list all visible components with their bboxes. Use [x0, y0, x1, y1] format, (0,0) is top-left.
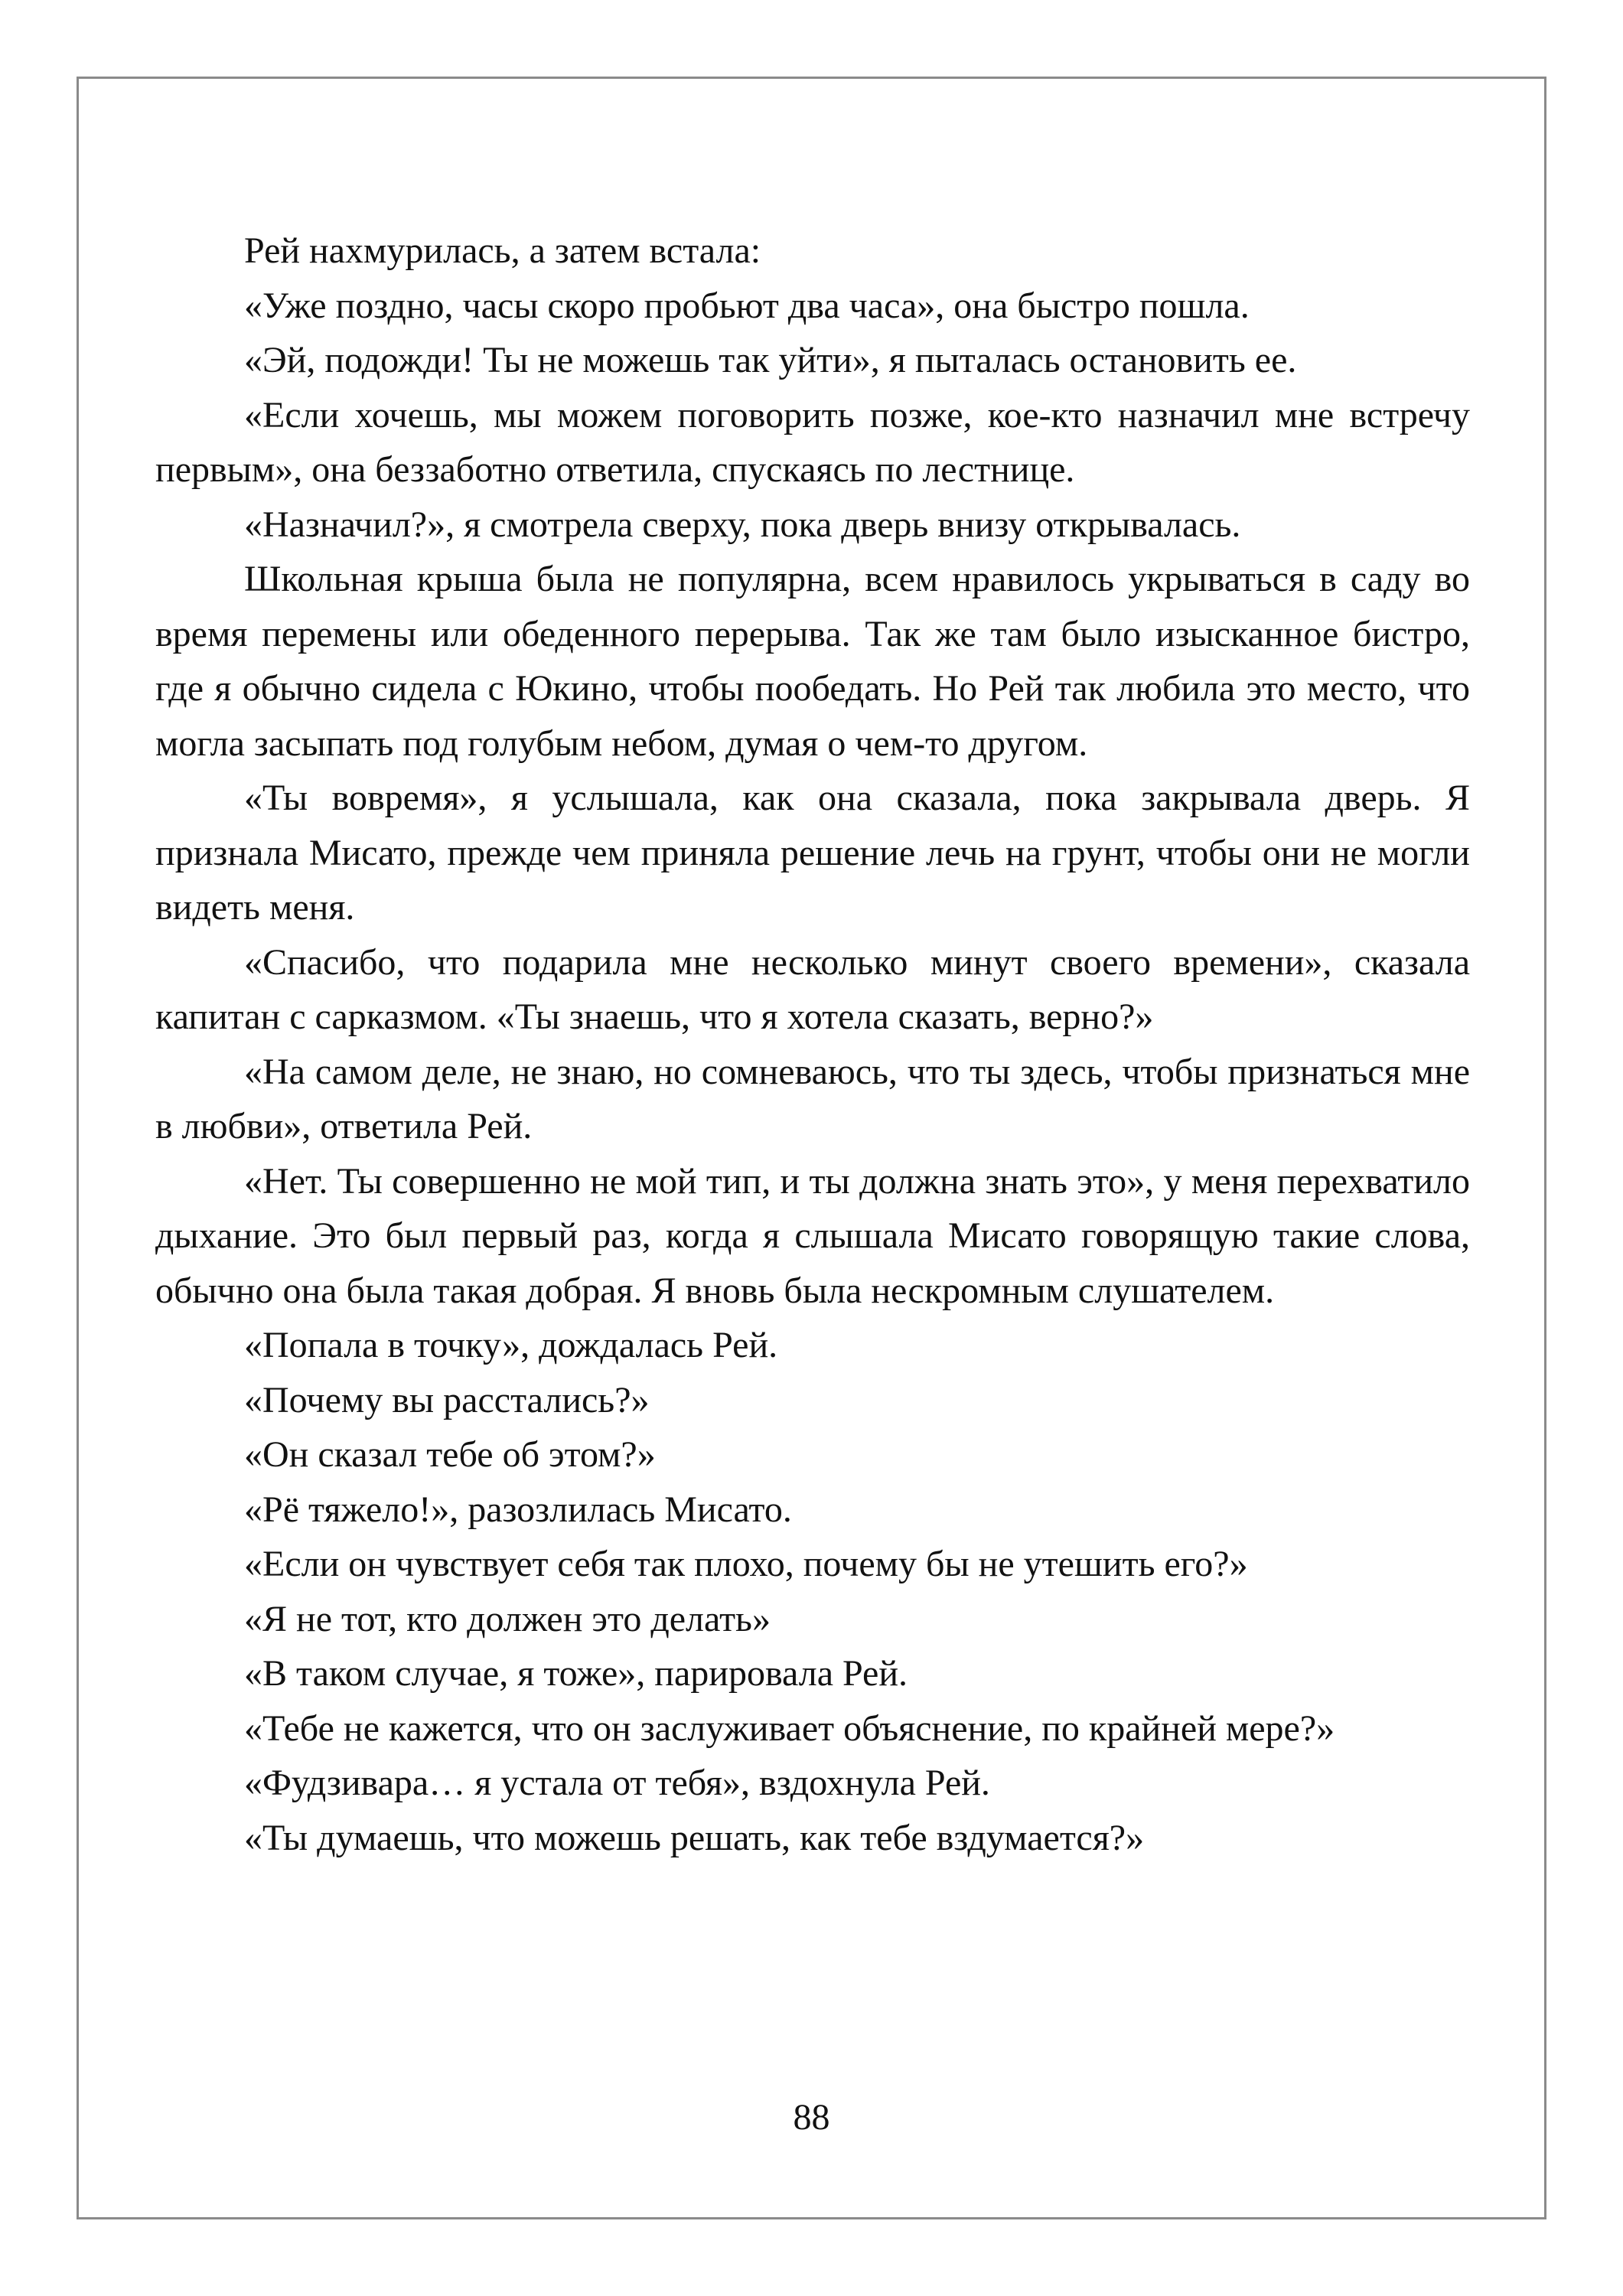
body-text — [155, 223, 1470, 1865]
paragraph-3: «Эй, подожди! Ты не можешь так уйти», я пыталась остановить ее. — [244, 340, 1297, 380]
paragraph-14: «Рё тяжело!», разозлилась Мисато. — [244, 1489, 792, 1530]
paragraph-18: «Тебе не кажется, что он заслуживает объяснение, по крайней мере?» — [244, 1707, 1335, 1749]
paragraph-10: «Нет. Ты совершенно не мой тип, и ты должна знать это», у меня перехватило дыхание. Это был первый раз, когда я слышала Мисато говорящую такие слова, обычно она была такая добрая. Я вновь была нескромным слушателем. — [155, 1160, 1470, 1311]
paragraph-19: «Фудзивара… я устала от тебя», вздохнула Рей. — [244, 1763, 990, 1803]
paragraph-9: «На самом деле, не знаю, но сомневаюсь, что ты здесь, чтобы признаться мне в любви», ответила Рей. — [155, 1051, 1470, 1146]
paragraph-16: «Я не тот, кто должен это делать» — [244, 1598, 771, 1639]
page-number: 88 — [793, 2097, 830, 2138]
paragraph-13: «Он сказал тебе об этом?» — [244, 1434, 656, 1475]
paragraph-6: Школьная крыша была не популярна, всем нравилось укрываться в саду во время перемены или обеденного перерыва. Так же там было изысканное бистро, где я обычно сидела с Юкино, чтобы пообедать. Но Рей так любила это место, что могла засыпать под голубым небом, думая о чем-то другом. — [155, 559, 1470, 764]
paragraph-1: Рей нахмурилась, а затем встала: — [244, 230, 761, 271]
paragraph-12: «Почему вы расстались?» — [244, 1379, 650, 1420]
paragraph-5: «Назначил?», я смотрела сверху, пока дверь внизу открывалась. — [244, 504, 1241, 545]
paragraph-8: «Спасибо, что подарила мне несколько минут своего времени», сказала капитан с сарказмом. «Ты знаешь, что я хотела сказать, верно?» — [155, 941, 1470, 1037]
paragraph-20: «Ты думаешь, что можешь решать, как тебе вздумается?» — [244, 1817, 1145, 1858]
paragraph-2: «Уже поздно, часы скоро пробьют два часа», она быстро пошла. — [244, 285, 1250, 326]
paragraph-17: «В таком случае, я тоже», парировала Рей. — [244, 1653, 908, 1694]
paragraph-7: «Ты вовремя», я услышала, как она сказала, пока закрывала дверь. Я признала Мисато, прежде чем приняла решение лечь на грунт, чтобы они не могли видеть меня. — [155, 778, 1470, 928]
paragraph-4: «Если хочешь, мы можем поговорить позже, кое-кто назначил мне встречу первым», она беззаботно ответила, спускаясь по лестнице. — [155, 394, 1470, 490]
paragraph-15: «Если он чувствует себя так плохо, почему бы не утешить его?» — [244, 1544, 1248, 1584]
paragraph-11: «Попала в точку», дождалась Рей. — [244, 1325, 778, 1365]
